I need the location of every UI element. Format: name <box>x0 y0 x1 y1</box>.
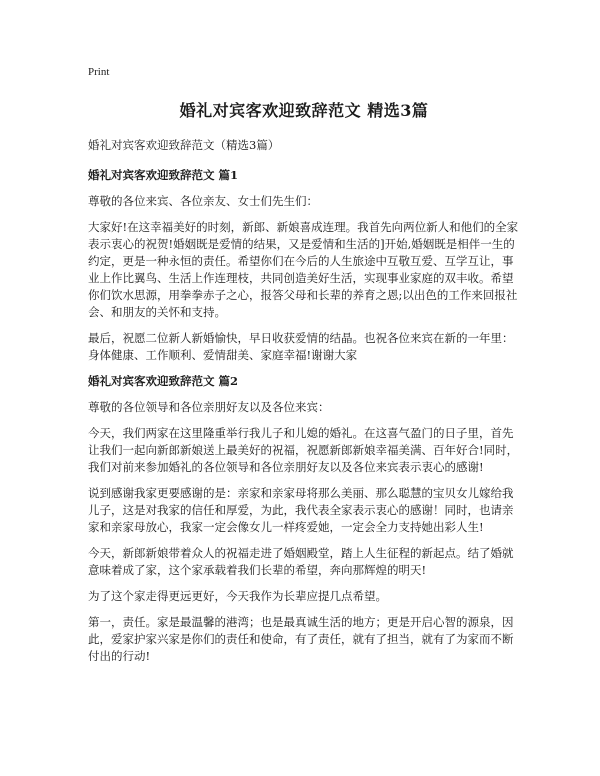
page-title: 婚礼对宾客欢迎致辞范文 精选3篇 <box>179 101 429 120</box>
section-heading: 婚礼对宾客欢迎致辞范文 篇1 <box>88 168 239 182</box>
section-1 <box>88 167 520 364</box>
paragraph: 第一，责任。家是最温馨的港湾；也是最真诚生活的地方；更是开启心智的源泉，因此，爱家护家兴家是你们的责任和使命，有了责任，就有了担当，就有了为家而不断付出的行动! <box>88 615 514 663</box>
paragraph: 今天，新郎新娘带着众人的祝福走进了婚姻殿堂，踏上人生征程的新起点。结了婚就意味着成了家，这个家承载着我们长辈的希望，奔向那辉煌的明天! <box>88 546 514 577</box>
paragraph: 今天，我们两家在这里隆重举行我儿子和儿媳的婚礼。在这喜气盈门的日子里，首先让我们一起向新郎新娘送上最美好的祝福，祝愿新郎新娘幸福美满、百年好合!同时，我们对前来参加婚礼的各位领导和各位亲朋好友以及各位来宾表示衷心的感谢! <box>88 426 519 474</box>
paragraph: 为了这个家走得更远更好，今天我作为长辈应提几点希望。 <box>88 589 387 603</box>
section-heading: 婚礼对宾客欢迎致辞范文 篇2 <box>88 374 239 388</box>
paragraph: 最后，祝愿二位新人新婚愉快，早日收获爱情的结晶。也祝各位来宾在新的一年里：身体健康、工作顺利、爱情甜美、家庭幸福!谢谢大家 <box>88 331 514 362</box>
paragraph: 尊敬的各位领导和各位亲朋好友以及各位来宾： <box>88 400 330 414</box>
document-page <box>88 66 520 674</box>
print-link[interactable]: Print <box>88 66 110 78</box>
paragraph: 大家好!在这幸福美好的时刻，新郎、新娘喜成连理。我首先向两位新人和他们的全家表示衷心的祝贺!婚姻既是爱情的结果，又是爱情和生活的]开始,婚姻既是相伴一生的约定，更是一种永恒的责任。希望你们在今后的人生旅途中互敬互爱、互学互让，事业上作比翼鸟、生活上作连理枝，共同创造美好生活，实现事业家庭的双丰收。希望你们饮水思源，用拳拳赤子之心，报答父母和长辈的养育之恩;以出色的工作来回报社会、和朋友的关怀和支持。 <box>88 220 519 319</box>
paragraph: 尊敬的各位来宾、各位亲友、女士们先生们： <box>88 194 318 208</box>
document-subtitle: 婚礼对宾客欢迎致辞范文（精选3篇） <box>88 138 280 152</box>
paragraph: 说到感谢我家更要感谢的是：亲家和亲家母将那么美丽、那么聪慧的宝贝女儿嫁给我儿子，这是对我家的信任和厚爱，为此，我代表全家表示衷心的感谢！同时，也请亲家和亲家母放心，我家一定会像女儿一样疼爱她，一定会全力支持她出彩人生! <box>88 486 514 534</box>
section-2 <box>88 373 520 665</box>
